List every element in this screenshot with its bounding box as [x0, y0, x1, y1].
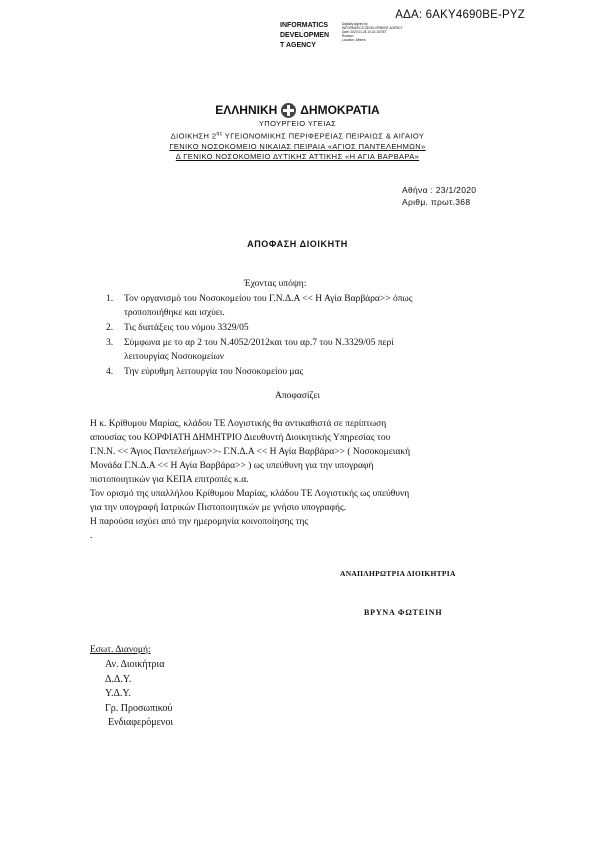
distribution-title: Εσωτ. Διανομή:	[90, 645, 151, 655]
list-item	[88, 336, 508, 364]
hospital-name-nikaia: ΓΕΝΙΚΟ ΝΟΣΟΚΟΜΕΙΟ ΝΙΚΑΙΑΣ ΠΕΙΡΑΙΑ «ΑΓΙΟΣ ΠΑΝΤΕΛΕΗΜΩΝ»	[169, 141, 426, 151]
body-line: για την υπογραφή Ιατρικών Πιστοποιητικών με γνήσιο υπογραφής.	[90, 503, 347, 513]
distribution-item: Υ.Δ.Υ.	[105, 688, 131, 699]
directorate-name: ΔΙΟΙΚΗΣΗ $2^{\eta\varsigma}$ ΥΓΕΙΟΝΟΜΙΚΗΣ ΠΕΡΙΦΕΡΕΙΑΣ ΠΕΙΡΑΙΩΣ & ΑΙΓΑΙΟΥ	[170, 131, 425, 141]
list-item-line: λειτουργίας Νοσοκομείων	[124, 352, 225, 362]
signatory-name: ΒΡΥΝΑ ΦΩΤΕΙΝΗ	[364, 608, 443, 617]
considering-heading: Έχοντας υπόψη:	[244, 279, 307, 289]
republic-word-left: ΕΛΛΗΝΙΚΗ	[215, 103, 278, 117]
distribution-item: Δ.Δ.Υ.	[105, 673, 132, 685]
list-item-line: τροποποιήθηκε και ισχύει.	[124, 308, 225, 318]
ada-code: ΑΔΑ: 6ΑΚΥ4690ΒΕ-ΡΥΖ	[395, 9, 525, 21]
stamp-fine-line: Reason:	[342, 34, 354, 39]
decision-title: ΑΠΟΦΑΣΗ ΔΙΟΙΚΗΤΗ	[247, 239, 348, 249]
distribution-item: Γρ. Προσωπικού	[105, 702, 173, 714]
stamp-agency-name	[280, 21, 340, 51]
republic-title	[0, 101, 595, 119]
list-item-number: 2.	[106, 323, 114, 333]
stamp-agency-line: T AGENCY	[280, 42, 316, 49]
directorate-superscript: ης	[216, 131, 223, 137]
body-line: .	[90, 531, 93, 541]
body-line: Γ.Ν.Ν. << Άγιος Παντελεήμων>>- Γ.Ν.Δ.Α << Η Αγία Βαρβάρα>> ( Νοσοκομειακή	[90, 447, 411, 457]
document-header	[0, 101, 595, 162]
body-line: Μονάδα Γ.Ν.Δ.Α << Η Αγία Βαρβάρα>> ) ως υπεύθυνη για την υπογραφή	[90, 461, 374, 471]
stamp-agency-line: DEVELOPMEN	[280, 32, 330, 39]
document-date: Αθήνα : 23/1/2020	[402, 185, 477, 195]
signatory-role: ΑΝΑΠΛΗΡΩΤΡΙΑ ΔΙΟΙΚΗΤΡΙΑ	[340, 569, 456, 578]
body-line: Τον ορισμό της υπαλλήλου Κρίθυμου Μαρίας, κλάδου ΤΕ Λογιστικής ως υπεύθυνη	[90, 489, 410, 499]
stamp-fine-line: Location: Athens	[342, 38, 366, 43]
stamp-fine-print	[342, 22, 422, 42]
greek-emblem-icon	[281, 103, 296, 118]
stamp-fine-line: Digitally signed by	[342, 22, 368, 26]
hospital-name-agia-varvara: Δ ΓΕΝΙΚΟ ΝΟΣΟΚΟΜΕΙΟ ΔΥΤΙΚΗΣ ΑΤΤΙΚΗΣ «Η ΑΓΙΑ ΒΑΡΒΑΡΑ»	[175, 151, 420, 161]
body-line: πιστοποιητικών για ΚΕΠΑ επιτροπές κ.α.	[90, 475, 249, 485]
list-item	[88, 321, 508, 335]
digital-signature-stamp	[280, 21, 420, 51]
decision-body	[90, 417, 510, 543]
decides-heading: Αποφασίζει	[275, 391, 321, 401]
stamp-agency-line: INFORMATICS	[280, 22, 329, 29]
list-item-number: 4.	[106, 367, 114, 377]
republic-word-right: ΔΗΜΟΚΡΑΤΙΑ	[300, 103, 380, 117]
considerations-list	[88, 292, 508, 380]
list-item	[88, 292, 508, 320]
body-line: Η κ. Κρίθυμου Μαρίας, κλάδου ΤΕ Λογιστικής θα αντικαθιστά σε περίπτωση	[90, 419, 387, 429]
list-item-number: 1.	[106, 294, 114, 304]
list-item-line: Την εύρυθμη λειτουργία του Νοσοκομείου μας	[124, 367, 304, 377]
list-item	[88, 365, 508, 379]
body-line: απουσίας του ΚΟΡΦΙΑΤΗ ΔΗΜΗΤΡΙΟ Διευθυντή Διοικητικής Υπηρεσίας του	[90, 433, 391, 443]
stamp-fine-line: Date: 2020.01.28 10:21:18 EET	[342, 30, 387, 35]
date-protocol-block	[402, 184, 476, 208]
distribution-item: Ενδιαφερόμενοι	[108, 717, 174, 728]
list-item-line: Σύμφωνα με το αρ 2 του Ν.4052/2012και του αρ.7 του Ν.3329/05 περί	[124, 338, 394, 348]
protocol-number: Αριθμ. πρωτ.368	[402, 197, 471, 207]
stamp-fine-line: INFORMATICS DEVELOPMENT AGENCY	[342, 26, 403, 31]
list-item-line: Τον οργανισμό του Νοσοκομείου του Γ.Ν.Δ.Α << Η Αγία Βαρβάρα>> όπως	[124, 294, 413, 304]
body-line: Η παρούσα ισχύει από την ημερομηνία κοινοποίησης της	[90, 517, 309, 527]
ministry-name: ΥΠΟΥΡΓΕΙΟ ΥΓΕΙΑΣ	[258, 119, 337, 128]
distribution-item: Αν. Διοικήτρια	[105, 659, 165, 670]
list-item-line: Τις διατάξεις του νόμου 3329/05	[124, 323, 249, 333]
list-item-number: 3.	[106, 338, 114, 348]
distribution-list	[105, 658, 173, 731]
